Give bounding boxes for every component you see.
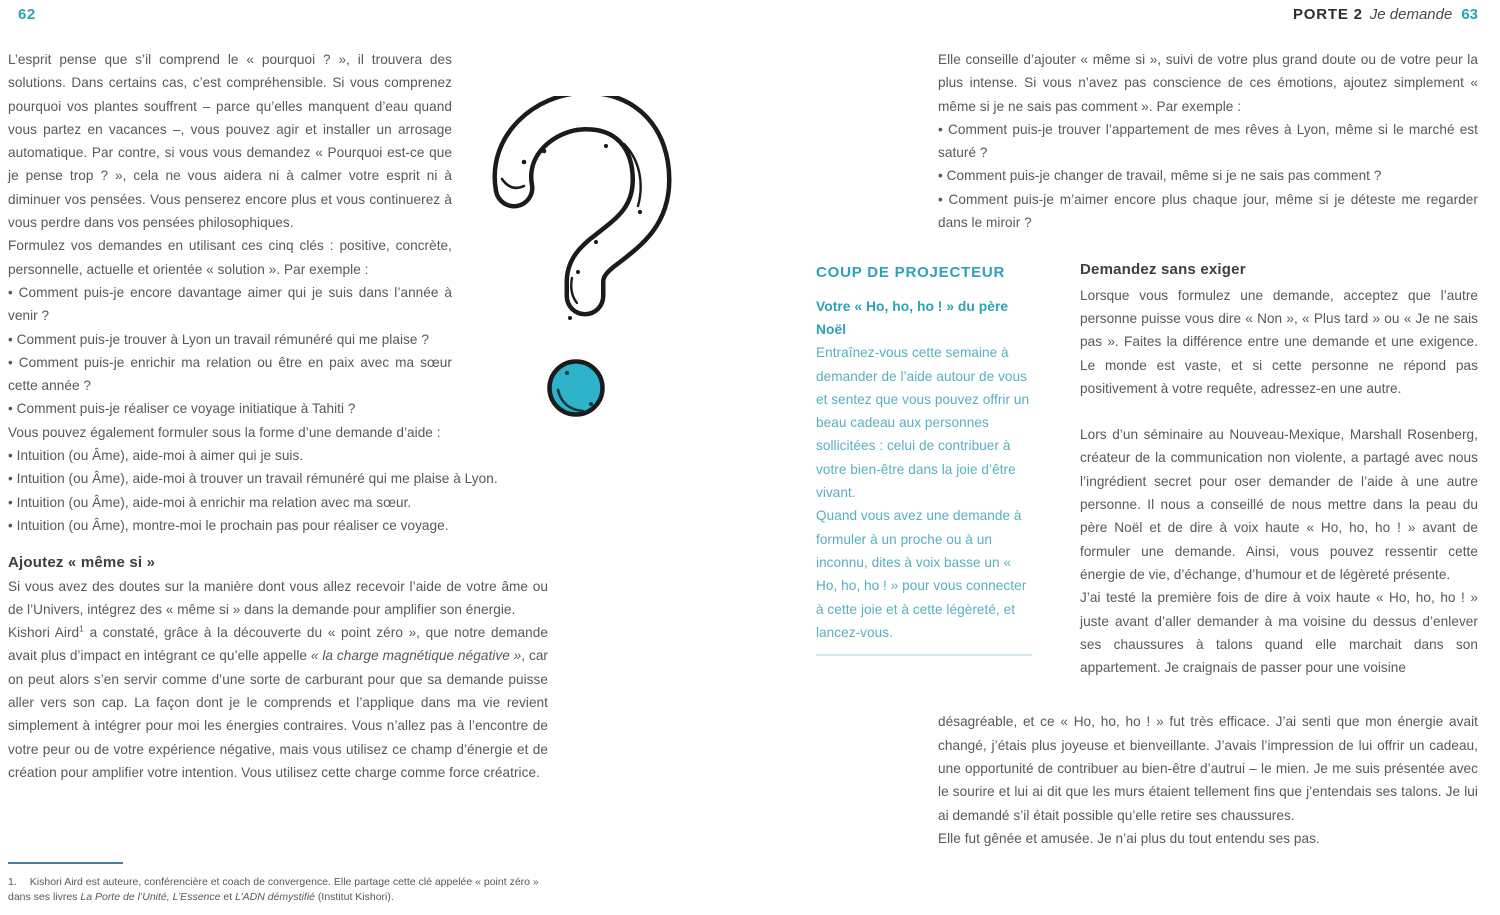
footnote xyxy=(8,862,543,915)
bullet-item: • Comment puis-je trouver à Lyon un travail rémunéré qui me plaise ? xyxy=(8,331,429,347)
paragraph: Elle conseille d’ajouter « même si », suivi de votre plus grand doute ou de votre peur la plus intense. Si vous n’avez pas conscience de ces émotions, ajoutez simplement « même si je ne sais pas comment ». Par exemple : xyxy=(938,52,1478,114)
right-page-number: 63 xyxy=(1461,6,1478,23)
paragraph: Si vous avez des doutes sur la manière dont vous allez recevoir l’aide de votre âme ou de l’Univers, intégrez des « même si » dans la demande pour amplifier son énergie. xyxy=(8,578,548,617)
bullet-item: • Comment puis-je enrichir ma relation ou être en paix avec ma sœur cette année ? xyxy=(8,354,452,394)
bullet-item: • Comment puis-je encore davantage aimer qui je suis dans l’année à venir ? xyxy=(8,284,452,324)
bullet-item: • Comment puis-je changer de travail, même si je ne sais pas comment ? xyxy=(938,168,1382,184)
left-page-body xyxy=(8,48,548,784)
left-page-number: 62 xyxy=(18,6,36,23)
text-run: Kishori Aird est auteure, conférencière et coach de convergence. Elle partage cette clé appelée « point zéro » dans ses livres xyxy=(8,875,539,903)
bullet-item: • Comment puis-je réaliser ce voyage initiatique à Tahiti ? xyxy=(8,401,356,417)
footnote-reference: 1 xyxy=(79,623,84,634)
text-run: Kishori Aird xyxy=(8,625,80,641)
paragraph: Lors d’un séminaire au Nouveau-Mexique, Marshall Rosenberg, créateur de la communication non violente, a partagé avec nous l’ingrédient secret pour oser demander de l’aide à une autre personne. Il nous a conseillé de nous mettre dans la peau du père Noël et de dire à voix haute « Ho, ho, ho ! » avant de formuler une demande. Ainsi, vous pouvez ressentir cette énergie de vie, d’échange, d’humour et de légèreté présente. xyxy=(1080,427,1478,582)
italic-text-run: « la charge magnétique négative » xyxy=(310,648,522,664)
text-run: a constaté, grâce à la découverte du « point zéro », que notre demande avait plus d’impact en intégrant ce qu’elle appelle xyxy=(8,625,548,664)
bullet-item: • Intuition (ou Âme), aide-moi à enrichir ma relation avec ma sœur. xyxy=(8,494,412,510)
footnote-marker: 1. xyxy=(8,875,17,888)
paragraph: Formulez vos demandes en utilisant ces cinq clés : positive, concrète, personnelle, actuelle et orientée « solution ». Par exemple : xyxy=(8,238,452,277)
bullet-item: • Comment puis-je trouver l’appartement de mes rêves à Lyon, même si le marché est saturé ? xyxy=(938,121,1478,161)
paragraph: Elle fut gênée et amusée. Je n’ai plus du tout entendu ses pas. xyxy=(938,830,1320,846)
paragraph: désagréable, et ce « Ho, ho, ho ! » fut très efficace. J’ai senti que mon énergie avait changé, j’étais plus joyeuse et bienveillante. J’avais l’impression de lui offrir un cadeau, une opportunité de contribuer au bien-être d’autrui – le mien. Je me suis présentée avec le sourire et lui ai dit que les murs étaient tellement fins que j’entendais ses talons. Je lui ai demandé s’il était possible qu’elle retire ses chaussures. xyxy=(938,714,1478,823)
right-page xyxy=(750,0,1500,909)
section-heading: Ajoutez « même si » xyxy=(8,554,156,572)
two-column-band xyxy=(816,258,1478,708)
paragraph: L’esprit pense que s’il comprend le « pourquoi ? », il trouvera des solutions. Dans certains cas, c’est compréhensible. Si vous comprenez pourquoi vos plantes souffrent – parce qu’elles manquent d’eau quand vous partez en vacances –, vous pouvez agir et installer un arrosage automatique. Par contre, si vous vous demandez « Pourquoi est-ce que je pense trop ? », cela ne vous aidera ni à calmer votre esprit ni à diminuer vos pensées. Vous penserez encore plus et vous continuerez à vous perdre dans vos pensées philosophiques. xyxy=(8,52,452,231)
bullet-item: • Intuition (ou Âme), aide-moi à aimer qui je suis. xyxy=(8,448,304,464)
section-heading: Demandez sans exiger xyxy=(1080,261,1246,279)
book-title-italic: La Porte de l’Unité, L’Essence xyxy=(80,890,221,903)
bullet-item: • Comment puis-je m’aimer encore plus chaque jour, même si je déteste me regarder dans le miroir ? xyxy=(938,191,1478,231)
paragraph: Lorsque vous formulez une demande, acceptez que l’autre personne puisse vous dire « Non », « Plus tard » ou « Je ne sais pas ». Faites la différence entre une demande et une exigence. Le monde est vaste, et si cette personne ne répond pas positivement à votre requête, adressez-en une autre. xyxy=(1080,287,1478,396)
text-run: (Institut Kishori). xyxy=(315,890,394,903)
running-header-section: PORTE 2 xyxy=(1292,6,1363,23)
spotlight-paragraph: Quand vous avez une demande à formuler à un proche ou à un inconnu, dites à voix basse un « Ho, ho, ho ! » pour vous connecter à cette joie et à cette légèreté, et lancez-vous. xyxy=(816,508,1027,640)
text-run: , car on peut alors s’en servir comme d’une sorte de carburant pour que sa demande puisse aller vers son cap. La façon dont je le comprends et l’applique dans ma vie revient simplement à intégrer pour moi les énergies contraires. Vous n’allez pas à l’encontre de votre peur ou de votre expérience négative, mais vous utilisez ce champ d’énergie et de création pour amplifier votre intention. Vous utilisez cette charge comme force créatrice. xyxy=(8,648,549,780)
paragraph: J’ai testé la première fois de dire à voix haute « Ho, ho, ho ! » juste avant d’aller demander à ma voisine du dessus d’enlever ses chaussures à talons quand elle marchait dans son appartement. Je craignais de passer pour une voisine xyxy=(1080,590,1478,676)
question-mark-illustration xyxy=(488,96,678,441)
spotlight-box xyxy=(816,261,1032,656)
footnote-divider xyxy=(8,862,123,864)
bullet-item: • Intuition (ou Âme), aide-moi à trouver un travail rémunéré qui me plaise à Lyon. xyxy=(8,471,498,487)
paragraph xyxy=(8,621,548,784)
paragraph: Vous pouvez également formuler sous la forme d’une demande d’aide : xyxy=(8,424,441,440)
spotlight-title: Votre « Ho, ho, ho ! » du père Noël xyxy=(816,298,1009,337)
footnote-text xyxy=(8,875,543,905)
main-column xyxy=(1080,258,1478,679)
bullet-item: • Intuition (ou Âme), montre-moi le prochain pas pour réaliser ce voyage. xyxy=(8,517,449,533)
left-page xyxy=(0,0,750,909)
running-header-chapter: Je demande xyxy=(1369,6,1453,23)
spotlight-paragraph: Entraînez-vous cette semaine à demander de l’aide autour de vous et sentez que vous pouvez offrir un beau cadeau aux personnes sollicitées : celui de contribuer à votre bien-être dans la joie d’être vivant. xyxy=(816,345,1030,501)
text-run: et xyxy=(220,890,236,903)
book-title-italic: L’ADN démystifié xyxy=(235,890,316,903)
full-width-continuation xyxy=(938,710,1478,850)
right-page-body xyxy=(816,48,1478,850)
spotlight-kicker: COUP DE PROJECTEUR xyxy=(816,264,1006,282)
running-header xyxy=(1293,6,1478,23)
